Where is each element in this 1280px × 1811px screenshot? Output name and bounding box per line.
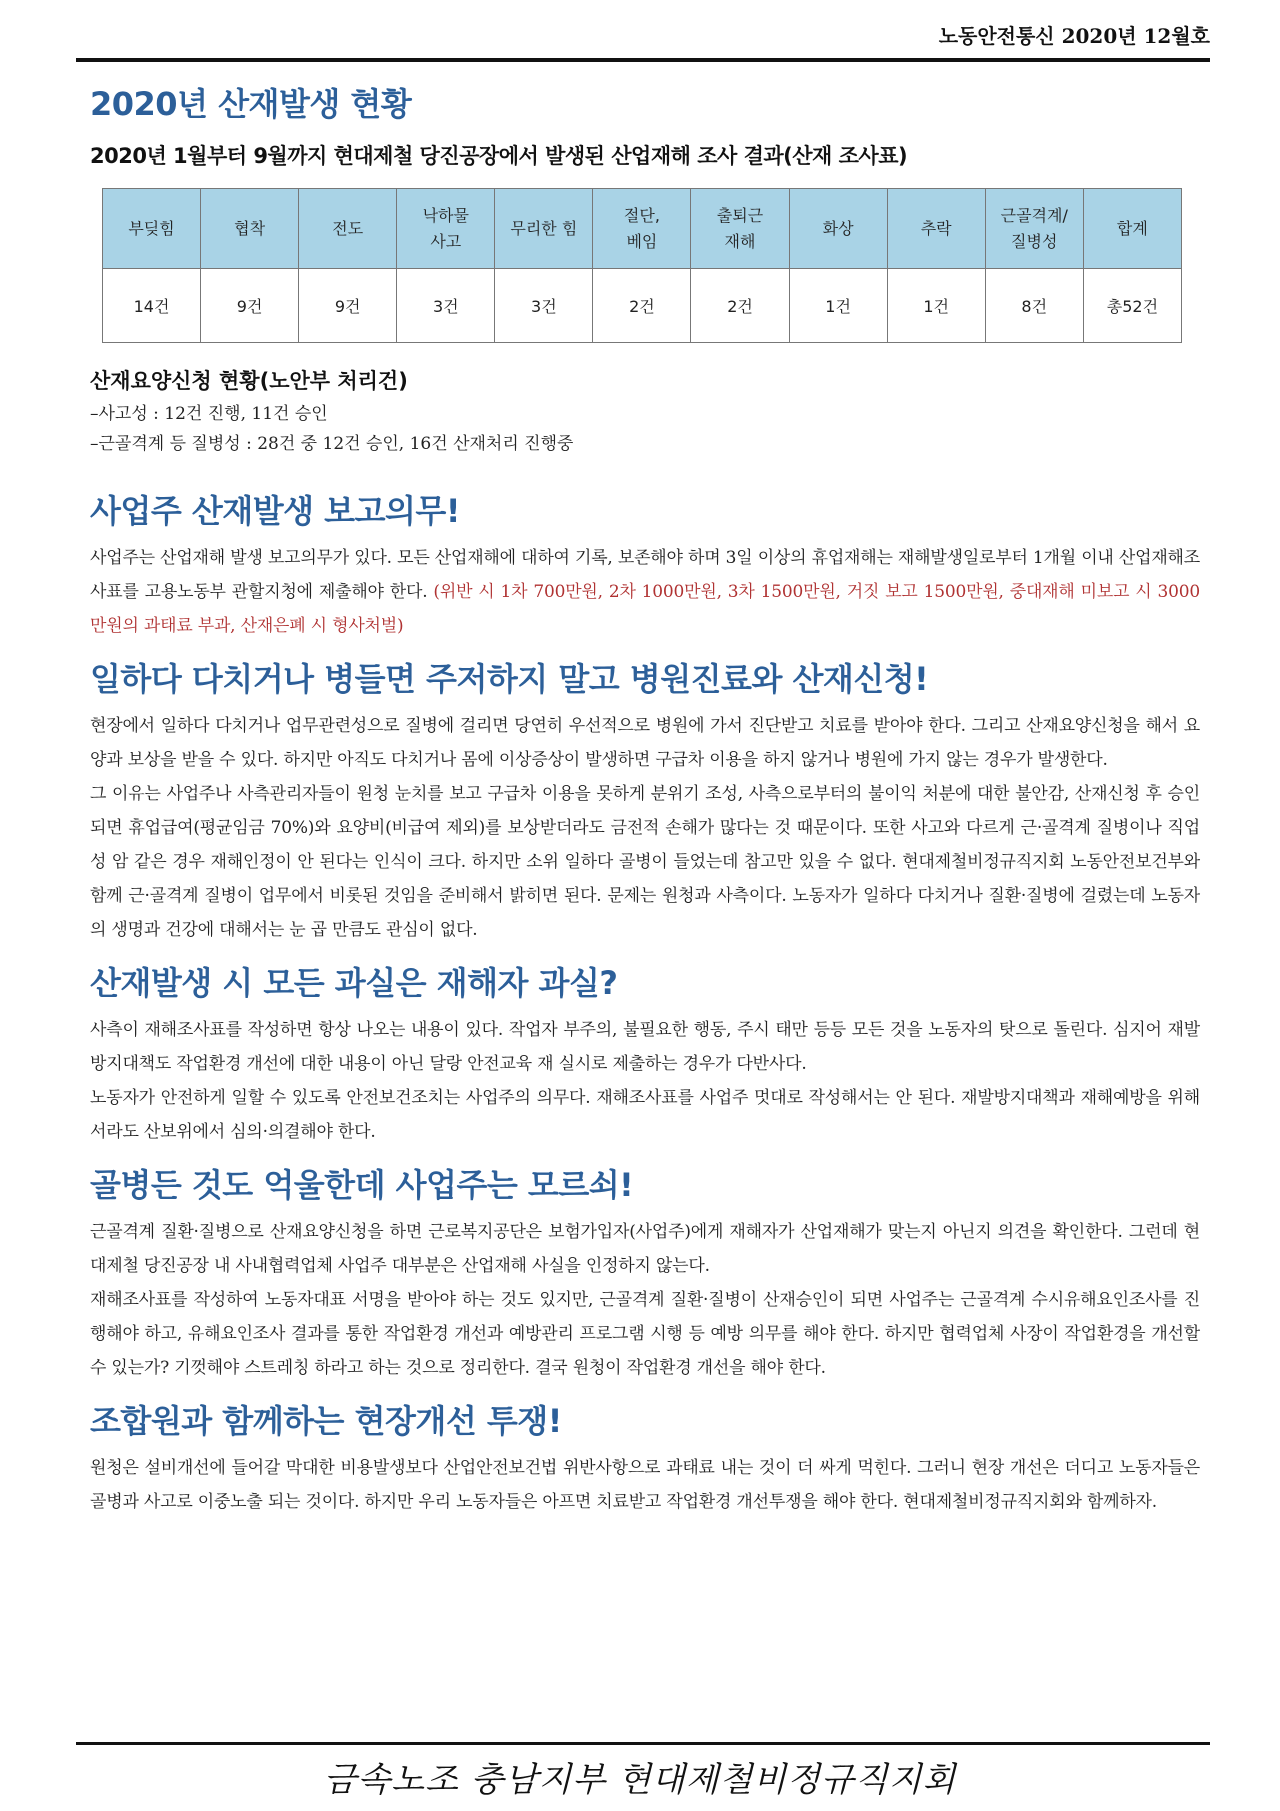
- top-divider: [76, 58, 1210, 62]
- employer-denial-paragraph-1: 근골격계 질환·질병으로 산재요양신청을 하면 근로복지공단은 보험가입자(사업주)에게 재해자가 산업재해가 맞는지 아닌지 의견을 확인한다. 그런데 현대제철 당진공장 내 사내협력업체 사업주 대부분은 산업재해 사실을 인정하지 않는다.: [90, 1222, 1200, 1276]
- section-title-fault: 산재발생 시 모든 과실은 재해자 과실?: [90, 964, 618, 1002]
- claims-title: 산재요양신청 현황(노안부 처리건): [90, 369, 408, 393]
- table-header-cell: 화상: [789, 189, 887, 269]
- penalty-note: (위반 시 1차 700만원, 2차 1000만원, 3차 1500만원, 거짓 보고 1500만원, 중대재해 미보고 시 3000만원의 과태료 부과, 산재은폐 시 형사처벌): [90, 582, 1200, 636]
- section-report-duty: [90, 489, 1200, 643]
- section-title-report-duty: 사업주 산재발생 보고의무!: [90, 492, 460, 530]
- table-cell: 14건: [103, 269, 201, 343]
- claims-line-disease: –근골격계 등 질병성 : 28건 중 12건 승인, 16건 산재처리 진행중: [90, 434, 574, 454]
- table-cell: 총52건: [1083, 269, 1181, 343]
- table-header-cell: 근골격계/ 질병성: [985, 189, 1083, 269]
- table-header-cell: 낙하물 사고: [397, 189, 495, 269]
- section-title-treatment: 일하다 다치거나 병들면 주저하지 말고 병원진료와 산재신청!: [90, 660, 929, 698]
- accident-stats-table: [102, 188, 1182, 343]
- table-row: [103, 269, 1182, 343]
- struggle-paragraph-1: 원청은 설비개선에 들어갈 막대한 비용발생보다 산업안전보건법 위반사항으로 과태료 내는 것이 더 싸게 먹힌다. 그러니 현장 개선은 더디고 노동자들은 골병과 사고로 이중노출 되는 것이다. 하지만 우리 노동자들은 아프면 치료받고 작업환경 개선투쟁을 해야 한다. 현대제철비정규직지회와 함께하자.: [90, 1458, 1200, 1512]
- table-cell: 3건: [495, 269, 593, 343]
- table-header-cell: 전도: [299, 189, 397, 269]
- table-cell: 9건: [201, 269, 299, 343]
- section-fault: [90, 961, 1200, 1149]
- table-header-cell: 출퇴근 재해: [691, 189, 789, 269]
- table-cell: 2건: [691, 269, 789, 343]
- table-header-cell: 부딪힘: [103, 189, 201, 269]
- table-cell: 1건: [789, 269, 887, 343]
- section-title-employer-denial: 골병든 것도 억울한데 사업주는 모르쇠!: [90, 1166, 634, 1204]
- stats-subtitle: 2020년 1월부터 9월까지 현대제철 당진공장에서 발생된 산업재해 조사 결과(산재 조사표): [90, 144, 908, 168]
- document-body: [90, 82, 1200, 1519]
- issue-label: 노동안전통신 2020년 12월호: [938, 24, 1210, 48]
- section-struggle: [90, 1399, 1200, 1519]
- treatment-paragraph-2: 그 이유는 사업주나 사측관리자들이 원청 눈치를 보고 구급차 이용을 못하게 분위기 조성, 사측으로부터의 불이익 처분에 대한 불안감, 산재신청 후 승인되면 휴업급여(평균임금 70%)와 요양비(비급여 제외)를 보상받더라도 금전적 손해가 많다는 것 때문이다. 또한 사고와 다르게 근·골격계 질병이나 직업성 암 같은 경우 재해인정이 안 된다는 인식이 크다. 하지만 소위 일하다 골병이 들었는데 참고만 있을 수 없다. 현대제철비정규직지회 노동안전보건부와 함께 근·골격계 질병이 업무에서 비롯된 것임을 준비해서 밝히면 된다. 문제는 원청과 사측이다. 노동자가 일하다 다치거나 질환·질병에 걸렸는데 노동자의 생명과 건강에 대해서는 눈 곱 만큼도 관심이 없다.: [90, 784, 1200, 940]
- report-duty-text: [90, 541, 1200, 643]
- treatment-paragraph-1: 현장에서 일하다 다치거나 업무관련성으로 질병에 걸리면 당연히 우선적으로 병원에 가서 진단받고 치료를 받아야 한다. 그리고 산재요양신청을 해서 요양과 보상을 받을 수 있다. 하지만 아직도 다치거나 몸에 이상증상이 발생하면 구급차 이용을 하지 않거나 병원에 가지 않는 경우가 발생한다.: [90, 716, 1200, 770]
- bottom-divider: [76, 1742, 1210, 1745]
- table-header-cell: 절단, 베임: [593, 189, 691, 269]
- table-cell: 1건: [887, 269, 985, 343]
- table-header-cell: 협착: [201, 189, 299, 269]
- report-duty-body: 사업주는 산업재해 발생 보고의무가 있다. 모든 산업재해에 대하여 기록, 보존해야 하며 3일 이상의 휴업재해는 재해발생일로부터 1개월 이내 산업재해조사표를 고용노동부 관할지청에 제출해야 한다.: [90, 548, 1200, 602]
- section-title-struggle: 조합원과 함께하는 현장개선 투쟁!: [90, 1402, 562, 1440]
- section-treatment: [90, 657, 1200, 947]
- table-header-cell: 합계: [1083, 189, 1181, 269]
- table-header-cell: 무리한 힘: [495, 189, 593, 269]
- claims-line-accident: –사고성 : 12건 진행, 11건 승인: [90, 404, 328, 424]
- section-employer-denial: [90, 1163, 1200, 1385]
- table-cell: 2건: [593, 269, 691, 343]
- union-signature: 금속노조 충남지부 현대제철비정규직지회: [323, 1760, 957, 1800]
- table-header-row: [103, 189, 1182, 269]
- fault-paragraph-1: 사측이 재해조사표를 작성하면 항상 나오는 내용이 있다. 작업자 부주의, 불필요한 행동, 주시 태만 등등 모든 것을 노동자의 탓으로 돌린다. 심지어 재발방지대책도 작업환경 개선에 대한 내용이 아닌 달랑 안전교육 재 실시로 제출하는 경우가 다반사다.: [90, 1020, 1200, 1074]
- section-title-stats: 2020년 산재발생 현황: [90, 85, 412, 123]
- fault-paragraph-2: 노동자가 안전하게 일할 수 있도록 안전보건조치는 사업주의 의무다. 재해조사표를 사업주 멋대로 작성해서는 안 된다. 재발방지대책과 재해예방을 위해서라도 산보위에서 심의·의결해야 한다.: [90, 1088, 1200, 1142]
- table-cell: 8건: [985, 269, 1083, 343]
- table-cell: 9건: [299, 269, 397, 343]
- table-cell: 3건: [397, 269, 495, 343]
- table-header-cell: 추락: [887, 189, 985, 269]
- employer-denial-paragraph-2: 재해조사표를 작성하여 노동자대표 서명을 받아야 하는 것도 있지만, 근골격계 질환·질병이 산재승인이 되면 사업주는 근골격계 수시유해요인조사를 진행해야 하고, 유해요인조사 결과를 통한 작업환경 개선과 예방관리 프로그램 시행 등 예방 의무를 해야 한다. 하지만 협력업체 사장이 작업환경을 개선할 수 있는가? 기껏해야 스트레칭 하라고 하는 것으로 정리한다. 결국 원청이 작업환경 개선을 해야 한다.: [90, 1290, 1200, 1378]
